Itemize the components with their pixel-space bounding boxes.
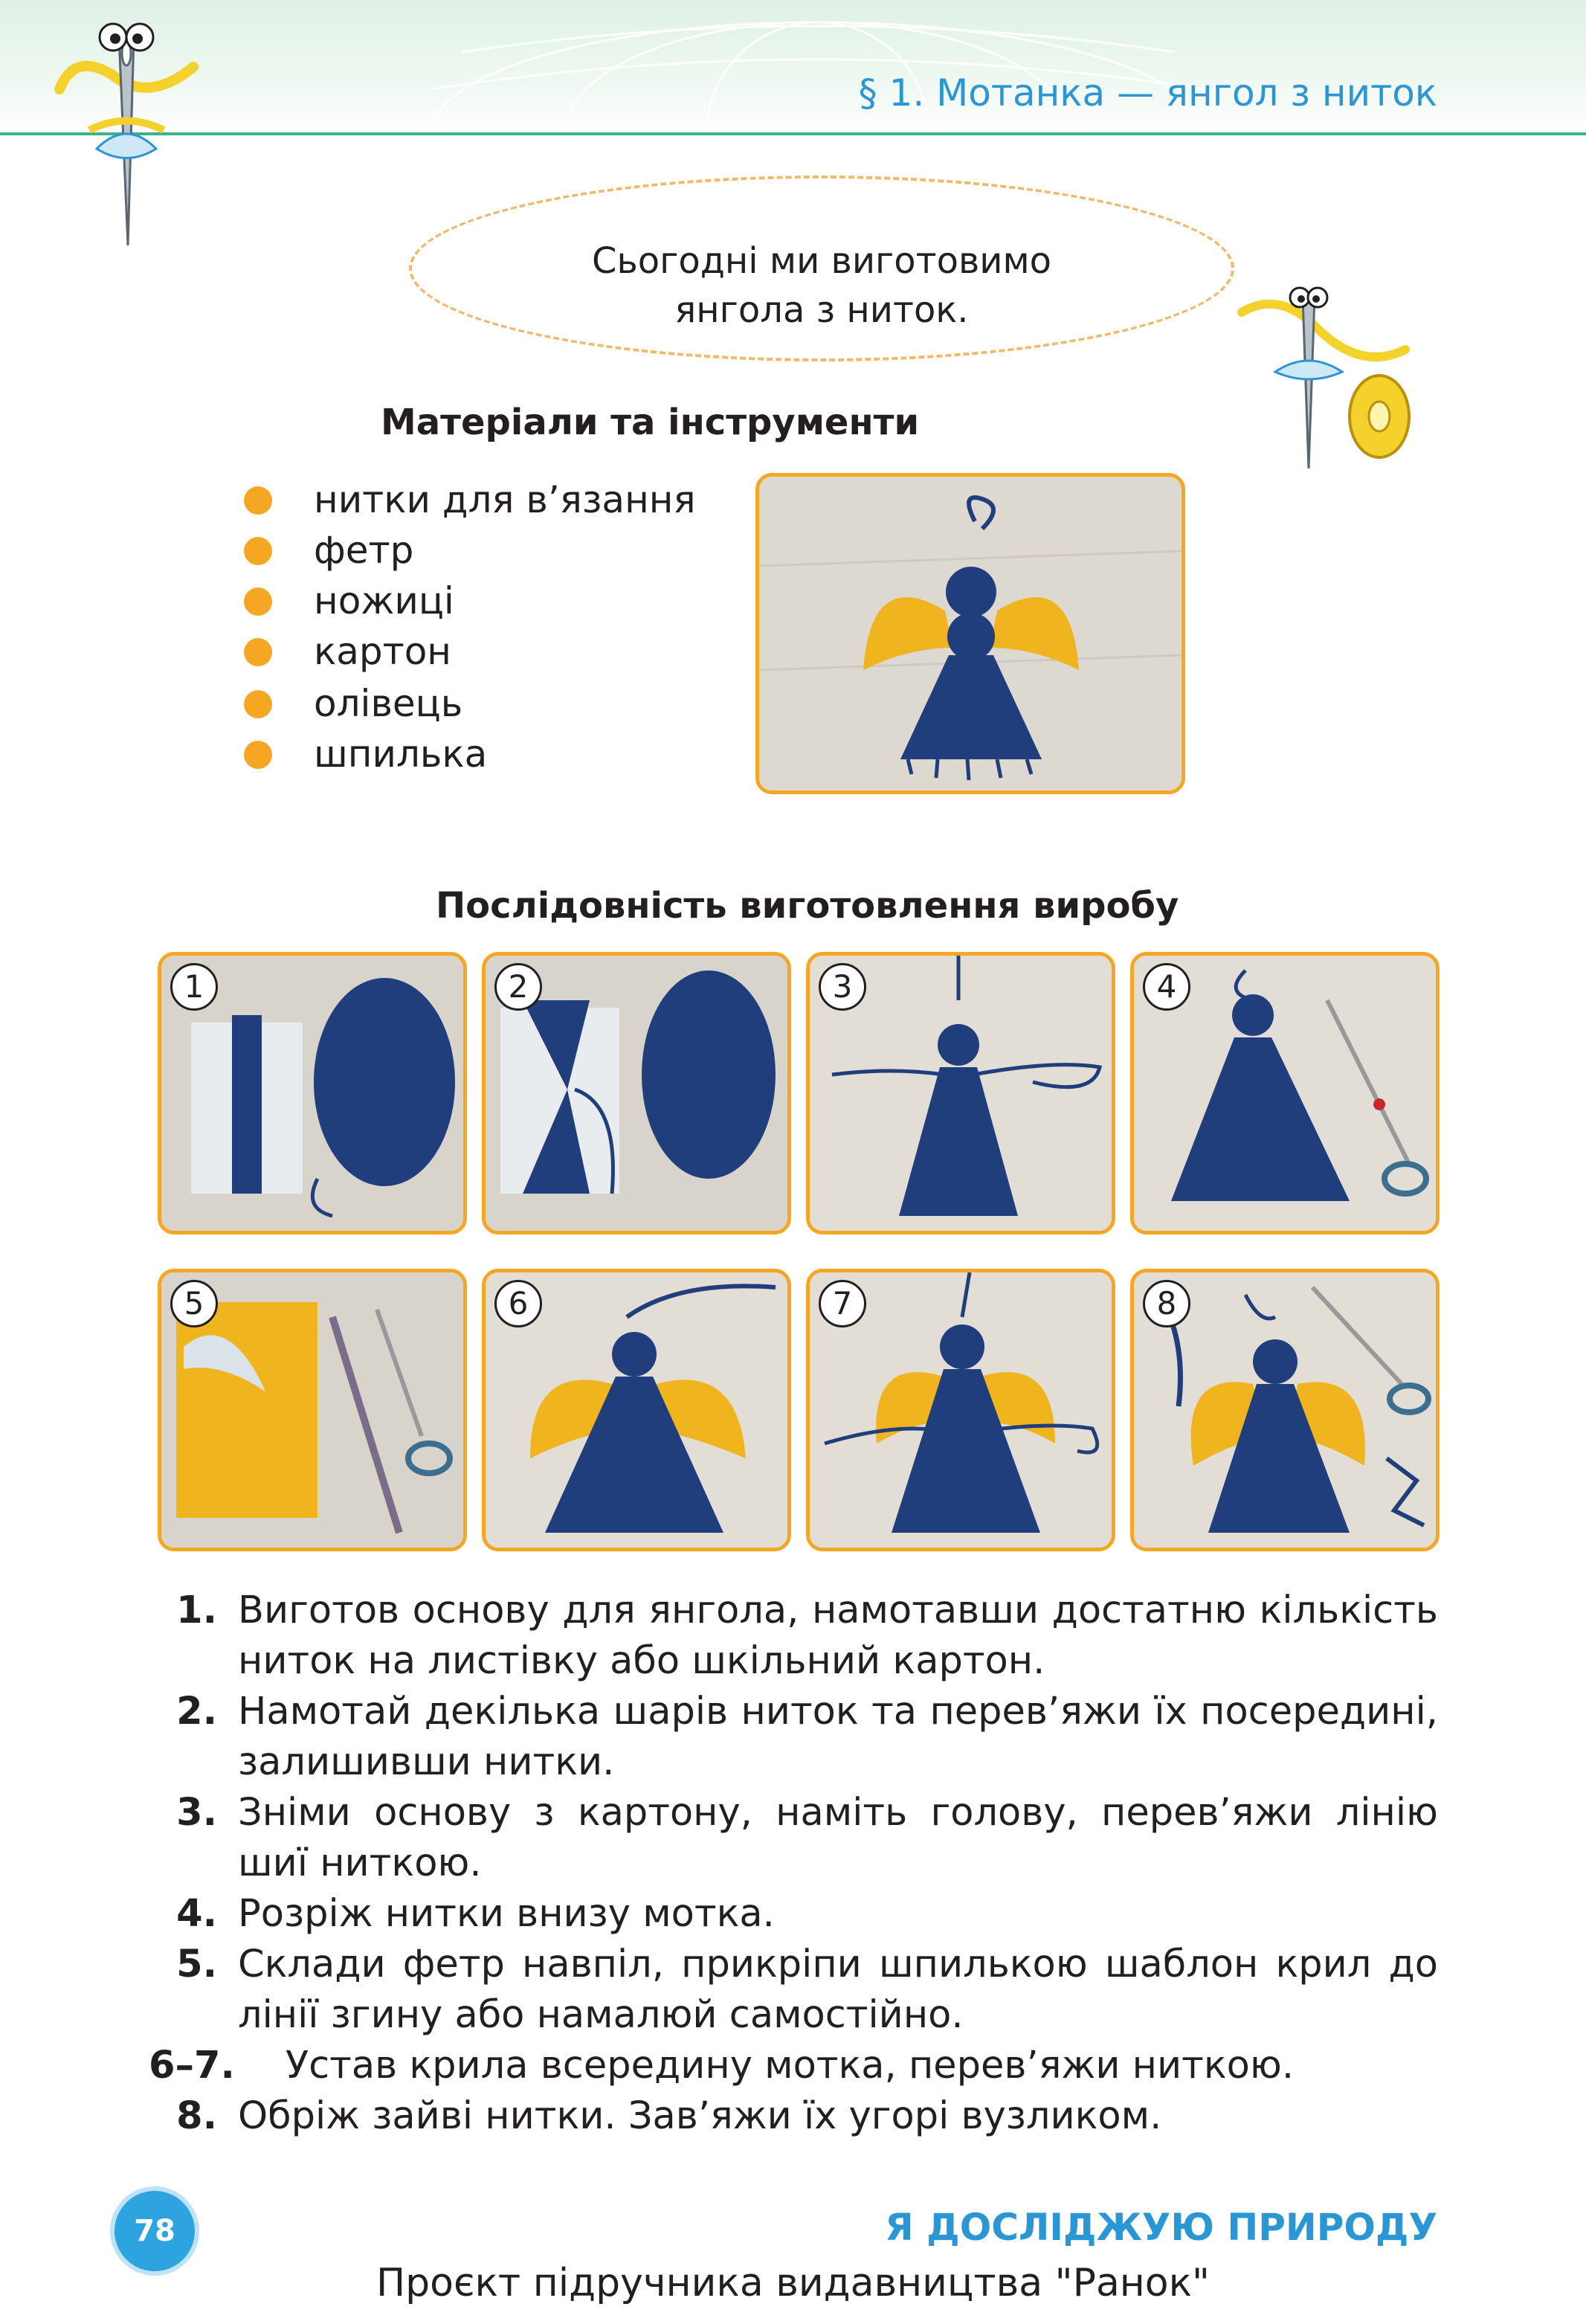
finished-angel-photo <box>755 473 1185 794</box>
bullet-icon <box>244 537 272 565</box>
instruction-number: 5. <box>176 1942 217 1986</box>
header-rule <box>0 132 1586 135</box>
step-number-badge: 3 <box>819 963 866 1011</box>
instruction-number: 2. <box>176 1690 217 1734</box>
instruction-text: Зніми основу з картону, наміть голову, перев’яжи лінію шиї ниткою. <box>238 1791 1438 1885</box>
step-number-badge: 1 <box>170 963 218 1011</box>
publisher-note: Проєкт підручника видавництва "Ранок" <box>376 2261 1210 2305</box>
step-number-badge: 8 <box>1143 1280 1190 1327</box>
page-number: 78 <box>110 2186 199 2276</box>
step-photo-1 <box>158 952 467 1235</box>
step-photo-7 <box>806 1269 1115 1551</box>
material-item: олівець <box>244 678 462 729</box>
instructions-list <box>0 1577 1586 2157</box>
material-item: нитки для в’язання <box>244 474 696 525</box>
instruction-text: Склади фетр навпіл, прикріпи шпилькою шаблон крил до лінії згину або намалюй самостійно. <box>238 1942 1438 2037</box>
instruction-number: 4. <box>176 1892 217 1936</box>
bullet-icon <box>244 486 272 515</box>
bullet-icon <box>244 638 272 666</box>
instruction-text: Виготов основу для янгола, намотавши достатню кількість ниток на листівку або шкільний картон. <box>238 1589 1438 1683</box>
instruction-text: Намотай декілька шарів ниток та перев’яжи їх посередині, залишивши нитки. <box>238 1690 1438 1784</box>
step-number-badge: 5 <box>170 1280 218 1327</box>
instruction-text: Розріж нитки внизу мотка. <box>238 1892 775 1936</box>
step-number-badge: 4 <box>1143 963 1190 1011</box>
instruction-text: Устав крила всередину мотка, перев’яжи ниткою. <box>286 2044 1295 2088</box>
instruction-number: 6–7. <box>149 2044 235 2088</box>
bullet-icon <box>244 741 272 769</box>
book-title: Я ДОСЛІДЖУЮ ПРИРОДУ <box>885 2206 1437 2249</box>
step-number-badge: 2 <box>494 963 542 1011</box>
step-photo-5 <box>158 1269 467 1551</box>
step-photo-3 <box>806 952 1115 1235</box>
bullet-icon <box>244 588 272 616</box>
instruction-number: 1. <box>176 1589 217 1632</box>
step-number-badge: 6 <box>494 1280 542 1327</box>
steps-heading: Послідовність виготовлення виробу <box>436 885 1179 927</box>
material-item: шпилька <box>244 729 487 779</box>
material-item: ножиці <box>244 576 454 626</box>
material-item: картон <box>244 626 451 677</box>
instruction-number: 8. <box>176 2094 217 2138</box>
step-photo-2 <box>482 952 791 1235</box>
needle-mascot-icon <box>45 7 216 253</box>
speech-text <box>409 236 1234 335</box>
material-item: фетр <box>244 525 413 576</box>
step-number-badge: 7 <box>819 1280 866 1327</box>
step-photo-4 <box>1130 952 1440 1235</box>
bullet-icon <box>244 690 272 718</box>
speech-line-2: янгола з ниток. <box>674 289 969 331</box>
speech-line-1: Сьогодні ми виготовимо <box>591 240 1052 282</box>
materials-heading: Матеріали та інструменти <box>381 402 920 443</box>
instruction-text: Обріж зайві нитки. Зав’яжи їх угорі вузликом. <box>238 2094 1162 2138</box>
step-photo-6 <box>482 1269 791 1551</box>
section-title: § 1. Мотанка — янгол з ниток <box>858 71 1437 115</box>
instruction-number: 3. <box>176 1791 217 1835</box>
thread-spool-icon <box>1234 283 1428 476</box>
step-photo-8 <box>1130 1269 1440 1551</box>
